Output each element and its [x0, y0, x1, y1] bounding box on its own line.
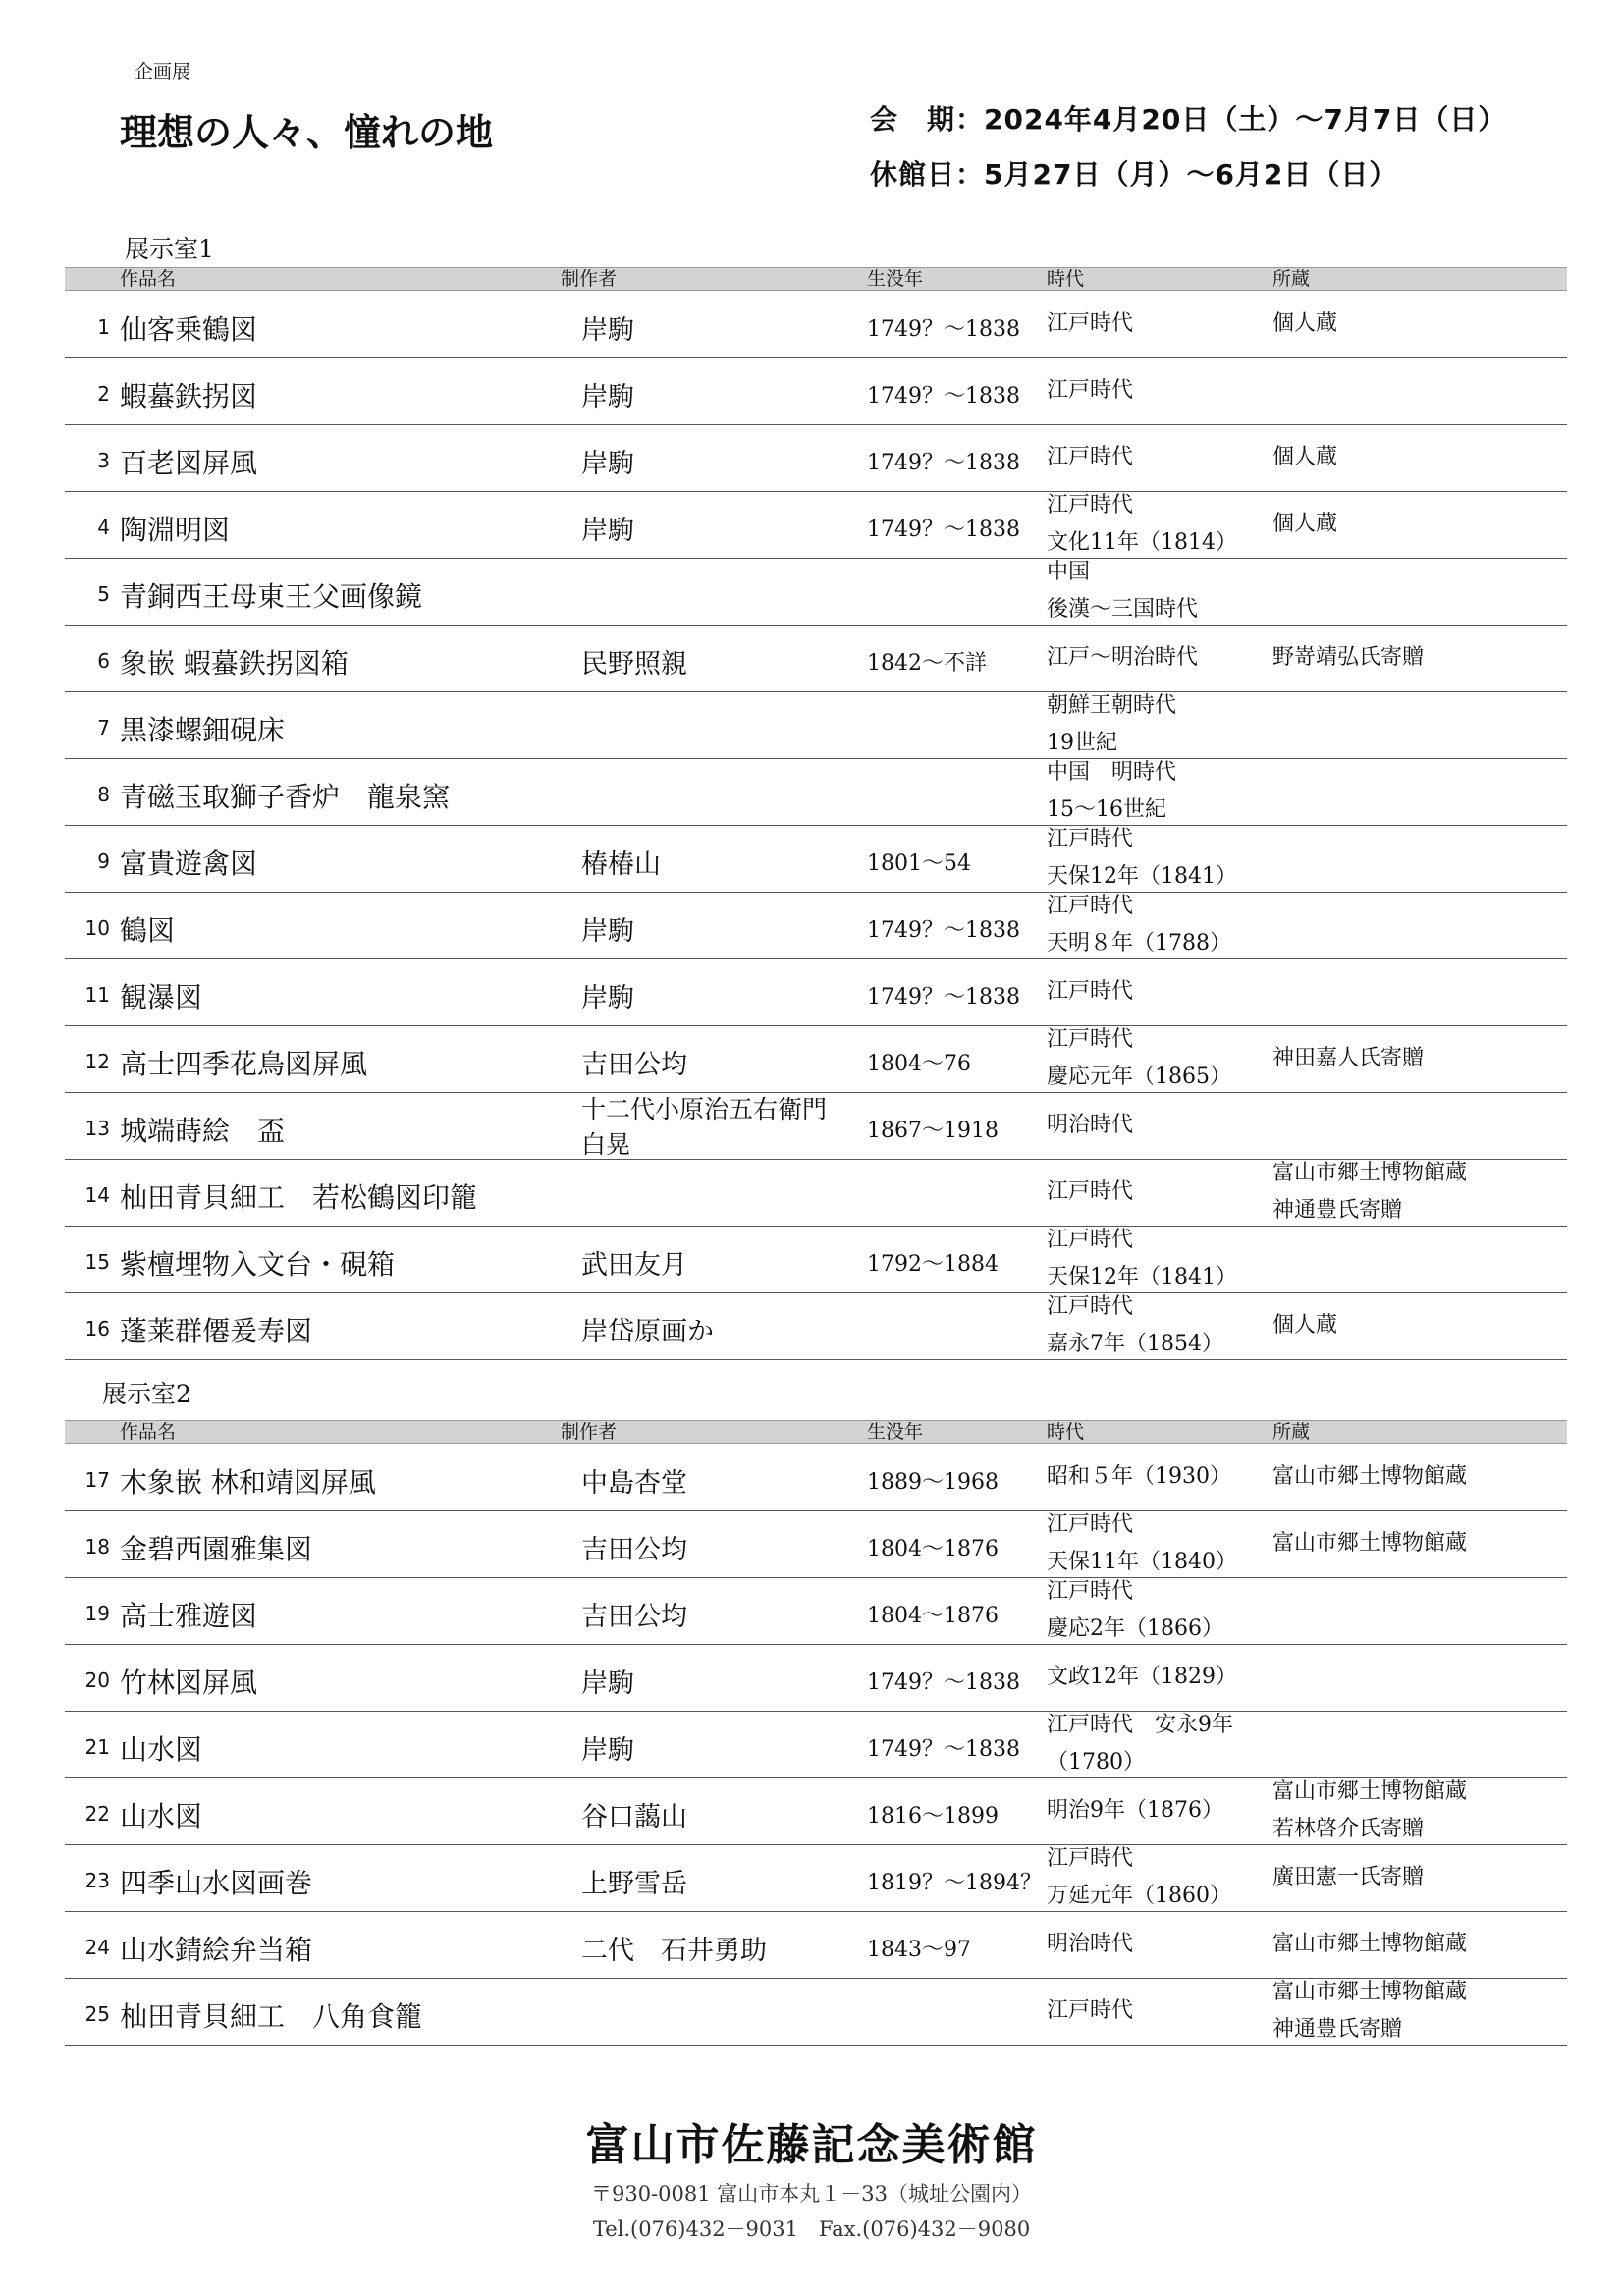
table-row [65, 1711, 1567, 1778]
room2-label: 展示室2 [102, 1380, 191, 1408]
row-number: 24 [84, 1936, 110, 1959]
era-line: 後漢～三国時代 [1047, 597, 1199, 622]
collection-line: 個人蔵 [1272, 311, 1338, 336]
artwork-title: 高士四季花鳥図屏風 [120, 1048, 368, 1080]
maker-line: 中島杏堂 [581, 1468, 687, 1499]
collection-line: 富山市郷土博物館蔵 [1272, 1464, 1468, 1489]
era-line: 19世紀 [1047, 731, 1117, 755]
artwork-title: 四季山水図画巻 [120, 1867, 313, 1899]
artist-lifespan: 1749？～1838 [867, 985, 1020, 1010]
era-line: 慶応2年（1866） [1047, 1616, 1223, 1641]
artist-lifespan: 1804～76 [867, 1052, 971, 1076]
era-line: 昭和５年（1930） [1047, 1464, 1231, 1489]
artwork-collection [1272, 305, 1337, 343]
artwork-title: 百老図屏風 [120, 447, 258, 479]
artwork-title: 陶淵明図 [120, 514, 231, 546]
artwork-title: 蝦蟇鉄拐図 [120, 380, 258, 412]
artwork-maker [581, 1092, 827, 1163]
row-number: 13 [84, 1117, 110, 1140]
era-line: 江戸時代 [1047, 1998, 1134, 2023]
col-maker-header: 制作者 [561, 1421, 618, 1443]
maker-line: 岸駒 [581, 449, 634, 479]
room1-label: 展示室1 [125, 235, 214, 263]
artwork-title: 城端蒔絵 盃 [120, 1115, 286, 1147]
maker-line: 十二代小原治五右衛門 [581, 1095, 828, 1123]
artwork-collection [1272, 1458, 1467, 1496]
artwork-era [1047, 487, 1237, 562]
artist-lifespan: 1749？～1838 [867, 451, 1020, 475]
artwork-collection [1272, 1859, 1424, 1896]
era-line: 江戸時代 [1047, 979, 1134, 1004]
row-number: 3 [97, 449, 110, 472]
table-row [65, 958, 1567, 1026]
artwork-collection [1272, 1974, 1467, 2049]
era-line: 江戸時代 [1047, 1179, 1134, 1204]
artwork-era [1047, 1021, 1231, 1096]
maker-line: 吉田公均 [581, 1602, 687, 1632]
collection-line: 神通豊氏寄贈 [1272, 1198, 1403, 1223]
museum-contact: Tel.(076)432－9031 Fax.(076)432－9080 [592, 2217, 1031, 2241]
table-row [65, 892, 1567, 959]
footer [0, 2109, 1623, 2243]
collection-line: 若林啓介氏寄贈 [1272, 1817, 1425, 1841]
artwork-maker [581, 1929, 767, 1967]
row-number: 2 [97, 382, 110, 406]
artwork-title: 観瀑図 [120, 981, 203, 1013]
era-line: 天保12年（1841） [1047, 864, 1237, 889]
artwork-title: 鶴図 [120, 914, 176, 947]
col-era-header: 時代 [1047, 1421, 1085, 1443]
room1-table-header [65, 267, 1567, 291]
artwork-collection [1272, 1155, 1467, 1230]
artwork-era [1047, 639, 1198, 677]
artwork-maker [581, 1795, 687, 1833]
artist-lifespan: 1801～54 [867, 851, 971, 876]
table-row [65, 291, 1567, 358]
era-line: 江戸時代 [1047, 1228, 1134, 1252]
artist-lifespan: 1792～1884 [867, 1252, 999, 1277]
row-number: 21 [84, 1735, 110, 1759]
row-number: 15 [84, 1250, 110, 1274]
table-row [65, 357, 1567, 425]
era-line: 明治時代 [1047, 1932, 1134, 1956]
artwork-title: 山水錆絵弁当箱 [120, 1934, 313, 1966]
col-life-header: 生没年 [867, 268, 924, 290]
maker-line: 谷口藹山 [581, 1802, 687, 1832]
table-row [65, 625, 1567, 692]
artwork-maker [581, 976, 634, 1014]
row-number: 17 [84, 1468, 110, 1492]
col-title-header: 作品名 [120, 1421, 177, 1443]
artwork-maker [581, 1862, 687, 1900]
collection-line: 富山市郷土博物館蔵 [1272, 1779, 1468, 1804]
era-line: 天保12年（1841） [1047, 1265, 1237, 1289]
era-line: 江戸時代 [1047, 378, 1134, 403]
table-row [65, 491, 1567, 559]
collection-line: 神通豊氏寄贈 [1272, 2017, 1403, 2042]
table-row [65, 1159, 1567, 1227]
era-line: 天明８年（1788） [1047, 931, 1231, 956]
table-row [65, 758, 1567, 826]
era-line: 天保11年（1840） [1047, 1550, 1237, 1574]
artwork-title: 杣田青貝細工 若松鶴図印籠 [120, 1181, 478, 1214]
artwork-collection [1272, 639, 1424, 677]
artwork-era [1047, 1222, 1237, 1296]
collection-line: 野嵜靖弘氏寄贈 [1272, 645, 1425, 670]
exhibition-title: 理想の人々、憧れの地 [120, 111, 494, 154]
artist-lifespan: 1843～97 [867, 1938, 971, 1962]
artwork-era [1047, 821, 1237, 896]
row-number: 14 [84, 1183, 110, 1207]
artwork-era [1047, 1707, 1233, 1781]
row-number: 9 [97, 849, 110, 873]
artist-lifespan: 1889～1968 [867, 1470, 999, 1495]
table-row [65, 1644, 1567, 1712]
collection-line: 富山市郷土博物館蔵 [1272, 1980, 1468, 2004]
artist-lifespan: 1749？～1838 [867, 518, 1020, 542]
artist-lifespan: 1816～1899 [867, 1804, 999, 1829]
table-row [65, 1226, 1567, 1293]
artwork-era [1047, 372, 1133, 410]
artwork-era [1047, 1107, 1133, 1144]
artwork-era [1047, 554, 1198, 629]
maker-line: 岸駒 [581, 916, 634, 947]
artwork-title: 象嵌 蝦蟇鉄拐図箱 [120, 647, 349, 680]
maker-line: 武田友月 [581, 1250, 687, 1281]
table-row [65, 1025, 1567, 1093]
artist-lifespan: 1749？～1838 [867, 384, 1020, 409]
col-life-header: 生没年 [867, 1421, 924, 1443]
artwork-era [1047, 1659, 1237, 1696]
artist-lifespan: 1749？～1838 [867, 918, 1020, 943]
artwork-collection [1272, 1774, 1467, 1848]
artist-lifespan: 1804～1876 [867, 1604, 999, 1628]
collection-line: 個人蔵 [1272, 1313, 1338, 1338]
era-line: 江戸時代 [1047, 1294, 1134, 1319]
col-maker-header: 制作者 [561, 268, 618, 290]
artwork-title: 高士雅遊図 [120, 1600, 258, 1632]
maker-line: 岸駒 [581, 1668, 634, 1699]
artwork-title: 富貴遊禽図 [120, 847, 258, 880]
artwork-era [1047, 1458, 1231, 1496]
maker-line: 二代 石井勇助 [581, 1936, 767, 1966]
maker-line: 上野雪岳 [581, 1869, 687, 1899]
table-row [65, 1911, 1567, 1979]
maker-line: 岸駒 [581, 983, 634, 1013]
era-line: 明治時代 [1047, 1113, 1134, 1137]
era-line: 文化11年（1814） [1047, 530, 1237, 555]
maker-line: 岸駒 [581, 516, 634, 546]
museum-address: 〒930-0081 富山市本丸１－33（城址公園内） [590, 2182, 1033, 2206]
row-number: 25 [84, 2002, 110, 2026]
artwork-collection [1272, 439, 1337, 476]
artwork-era [1047, 1506, 1237, 1581]
artwork-era [1047, 1840, 1231, 1915]
row-number: 4 [97, 516, 110, 539]
era-line: （1780） [1047, 1750, 1145, 1775]
col-title-header: 作品名 [120, 268, 177, 290]
collection-line: 富山市郷土博物館蔵 [1272, 1161, 1468, 1185]
maker-line: 吉田公均 [581, 1535, 687, 1565]
row-number: 20 [84, 1668, 110, 1692]
museum-name: 富山市佐藤記念美術館 [585, 2120, 1038, 2170]
row-number: 5 [97, 582, 110, 606]
row-number: 6 [97, 649, 110, 673]
artwork-maker [581, 843, 661, 881]
artwork-collection [1272, 1926, 1467, 1963]
maker-line: 岸駒 [581, 1735, 634, 1766]
artwork-collection [1272, 1307, 1337, 1344]
row-number: 16 [84, 1317, 110, 1340]
artwork-maker [581, 1662, 634, 1700]
era-line: 江戸時代 [1047, 894, 1134, 918]
artist-lifespan: 1749？～1838 [867, 1670, 1020, 1695]
era-line: 江戸時代 [1047, 827, 1134, 851]
artwork-title: 紫檀埋物入文台・硯箱 [120, 1248, 396, 1281]
artist-lifespan: 1749？～1838 [867, 1737, 1020, 1762]
era-line: 江戸時代 [1047, 1579, 1134, 1604]
collection-line: 廣田憲一氏寄贈 [1272, 1865, 1425, 1889]
era-line: 江戸時代 安永9年 [1047, 1713, 1233, 1737]
artist-lifespan: 1842～不詳 [867, 651, 987, 676]
era-line: 江戸時代 [1047, 1027, 1134, 1052]
artwork-maker [581, 375, 634, 413]
era-line: 江戸時代 [1047, 1846, 1134, 1871]
artwork-maker [581, 1461, 687, 1500]
row-number: 11 [84, 983, 110, 1007]
era-line: 朝鮮王朝時代 [1047, 693, 1177, 718]
table-row [65, 558, 1567, 626]
row-number: 1 [97, 315, 110, 339]
artwork-maker [581, 308, 634, 347]
collection-line: 神田嘉人氏寄贈 [1272, 1046, 1425, 1070]
era-line: 慶応元年（1865） [1047, 1065, 1231, 1089]
era-line: 明治9年（1876） [1047, 1798, 1223, 1823]
table-row [65, 1978, 1567, 2046]
artwork-maker [581, 1595, 687, 1633]
collection-line: 富山市郷土博物館蔵 [1272, 1531, 1468, 1556]
era-line: 万延元年（1860） [1047, 1884, 1231, 1908]
artist-lifespan: 1804～1876 [867, 1537, 999, 1561]
artwork-title: 金碧西園雅集図 [120, 1533, 313, 1565]
table-row [65, 1444, 1567, 1511]
table-row [65, 691, 1567, 759]
artist-lifespan: 1749？～1838 [867, 317, 1020, 342]
row-number: 12 [84, 1050, 110, 1073]
table-row [65, 1510, 1567, 1578]
artwork-collection [1272, 1040, 1424, 1077]
collection-line: 富山市郷土博物館蔵 [1272, 1932, 1468, 1956]
artwork-title: 山水図 [120, 1800, 203, 1832]
artwork-era [1047, 1792, 1223, 1830]
artwork-title: 青磁玉取獅子香炉 龍泉窯 [120, 781, 451, 813]
maker-line: 民野照親 [581, 649, 687, 680]
row-number: 10 [84, 916, 110, 940]
artwork-maker [581, 1043, 687, 1081]
col-collection-header: 所蔵 [1272, 268, 1311, 290]
row-number: 7 [97, 716, 110, 739]
table-row [65, 1844, 1567, 1912]
artwork-maker [581, 1528, 687, 1566]
col-era-header: 時代 [1047, 268, 1085, 290]
artist-lifespan: 1819？～1894？ [867, 1871, 1042, 1895]
era-line: 文政12年（1829） [1047, 1665, 1237, 1689]
artwork-maker [581, 509, 634, 547]
artwork-maker [581, 642, 687, 681]
artwork-era [1047, 1993, 1133, 2030]
era-line: 15～16世紀 [1047, 797, 1166, 822]
room2-table-header [65, 1420, 1567, 1444]
table-row [65, 1092, 1567, 1160]
row-number: 8 [97, 783, 110, 806]
artwork-era [1047, 754, 1176, 829]
era-line: 嘉永7年（1854） [1047, 1332, 1223, 1356]
exhibition-category: 企画展 [135, 61, 191, 82]
maker-line: 岸駒 [581, 315, 634, 346]
era-line: 中国 [1047, 560, 1091, 584]
artwork-era [1047, 305, 1133, 343]
artwork-title: 杣田青貝細工 八角食籠 [120, 2000, 423, 2033]
artwork-title: 青銅西王母東王父画像鏡 [120, 580, 423, 613]
maker-line: 岸駒 [581, 382, 634, 412]
artwork-era [1047, 1174, 1133, 1211]
maker-line: 岸岱原画か [581, 1317, 714, 1347]
artwork-title: 蓬莱群僊爰寿図 [120, 1315, 313, 1347]
era-line: 江戸～明治時代 [1047, 645, 1199, 670]
row-number: 18 [84, 1535, 110, 1558]
table-row [65, 1777, 1567, 1845]
maker-line: 吉田公均 [581, 1050, 687, 1080]
artwork-era [1047, 973, 1133, 1011]
artwork-title: 山水図 [120, 1733, 203, 1766]
artwork-title: 竹林図屏風 [120, 1667, 258, 1699]
artwork-maker [581, 442, 634, 480]
col-collection-header: 所蔵 [1272, 1421, 1311, 1443]
collection-line: 個人蔵 [1272, 445, 1338, 469]
era-line: 中国 明時代 [1047, 760, 1177, 785]
maker-line: 椿椿山 [581, 849, 661, 880]
artwork-era [1047, 439, 1133, 476]
era-line: 江戸時代 [1047, 493, 1134, 518]
artwork-maker [581, 909, 634, 948]
era-line: 江戸時代 [1047, 445, 1134, 469]
era-line: 江戸時代 [1047, 311, 1134, 336]
artwork-era [1047, 1926, 1133, 1963]
artwork-era [1047, 687, 1176, 762]
artwork-maker [581, 1243, 687, 1282]
era-line: 江戸時代 [1047, 1512, 1134, 1537]
maker-line: 白晃 [581, 1130, 631, 1159]
artwork-title: 黒漆螺鈿硯床 [120, 714, 286, 746]
artwork-era [1047, 1288, 1223, 1363]
row-number: 22 [84, 1802, 110, 1826]
row-number: 19 [84, 1602, 110, 1625]
artwork-title: 仙客乗鶴図 [120, 313, 258, 346]
table-row [65, 825, 1567, 893]
artwork-maker [581, 1310, 714, 1348]
artwork-collection [1272, 506, 1337, 543]
table-row [65, 1292, 1567, 1360]
artwork-era [1047, 1573, 1223, 1648]
row-number: 23 [84, 1869, 110, 1892]
artist-lifespan: 1867～1918 [867, 1119, 999, 1143]
artwork-title: 木象嵌 林和靖図屏風 [120, 1466, 376, 1499]
artwork-maker [581, 1728, 634, 1767]
table-row [65, 424, 1567, 492]
table-row [65, 1577, 1567, 1645]
closed-days: 休館日：5月27日（月）～6月2日（日） [870, 158, 1398, 191]
exhibition-period: 会 期：2024年4月20日（土）～7月7日（日） [870, 103, 1507, 136]
artwork-collection [1272, 1525, 1467, 1562]
artwork-era [1047, 888, 1231, 962]
collection-line: 個人蔵 [1272, 512, 1338, 536]
